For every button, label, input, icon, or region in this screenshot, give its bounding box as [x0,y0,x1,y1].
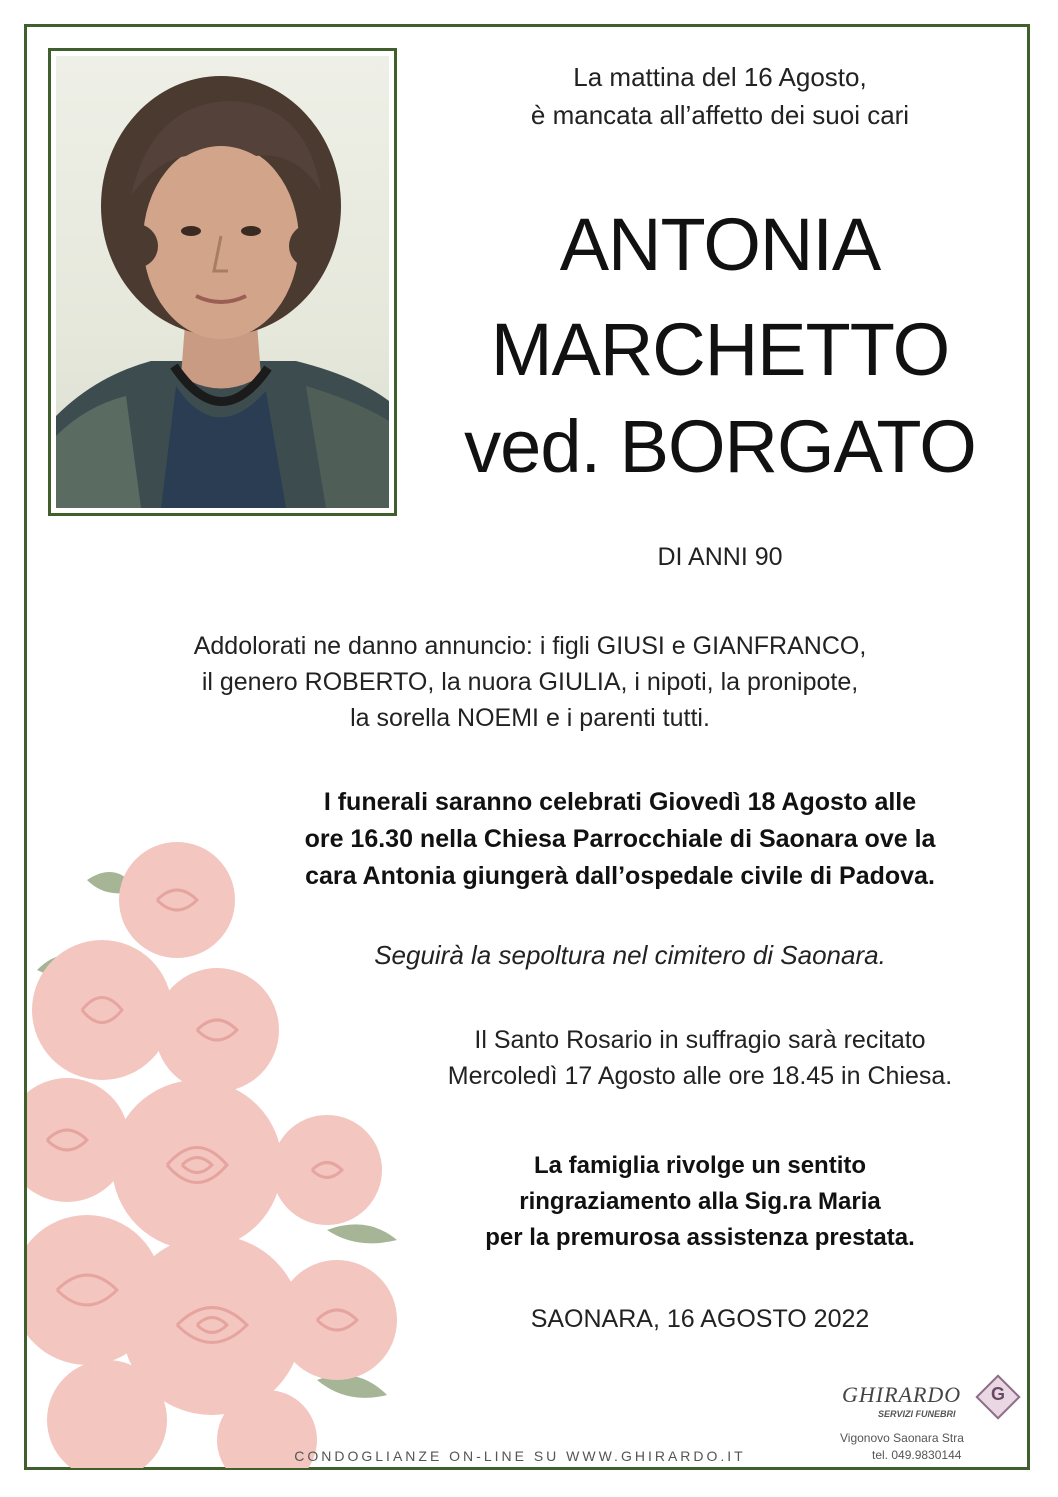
portrait-illustration [56,56,389,508]
intro-line-1: La mattina del 16 Agosto, [573,62,867,92]
funeral-line-1: I funerali saranno celebrati Giovedì 18 Agosto alle [323,788,917,816]
funeral-line-3: cara Antonia giungerà dall’ospedale civile di Padova. [305,862,935,890]
place-date: SAONARA, 16 AGOSTO 2022 [530,1305,870,1333]
logo-towns: Vigonovo Saonara Stra [840,1431,964,1445]
announcement-line-2: il genero ROBERTO, la nuora GIULIA, i nipoti, la pronipote, [201,668,859,696]
funeral-details [200,784,1040,895]
portrait-frame [48,48,397,516]
funeral-line-2: ore 16.30 nella Chiesa Parrocchiale di Saonara ove la [304,825,936,853]
pink-roses-decoration [27,820,417,1468]
deceased-last-name: MARCHETTO [490,308,950,391]
portrait-photo [56,56,389,508]
thanks-line-2: ringraziamento alla Sig.ra Maria [519,1188,881,1215]
intro-line-2: è mancata all’affetto dei suoi cari [530,100,910,130]
deceased-first-name: ANTONIA [559,203,881,286]
announcement-text [90,628,970,736]
condolences-link[interactable]: CONDOGLIANZE ON-LINE SU WWW.GHIRARDO.IT [294,1448,746,1464]
rosary-text [370,1022,1030,1094]
age-text: DI ANNI 90 [657,543,783,571]
logo-phone: tel. 049.9830144 [872,1448,962,1462]
rosary-line-1: Il Santo Rosario in suffragio sarà recitato [474,1026,926,1054]
thanks-text [380,1148,1020,1256]
logo-name: GHIRARDO [842,1382,962,1407]
burial-text: Seguirà la sepoltura nel cimitero di Saonara. [374,940,886,970]
announcement-line-3: la sorella NOEMI e i parenti tutti. [350,704,710,732]
rosary-line-2: Mercoledì 17 Agosto alle ore 18.45 in Chiesa. [447,1062,953,1090]
widow-of-name: ved. BORGATO [464,405,976,488]
logo-subtitle: SERVIZI FUNEBRI [878,1409,956,1419]
announcement-line-1: Addolorati ne danno annuncio: i figli GIUSI e GIANFRANCO, [193,632,867,660]
intro-text [430,58,1010,134]
thanks-line-1: La famiglia rivolge un sentito [533,1152,867,1179]
ghirardo-logo [832,1376,1032,1466]
thanks-line-3: per la premurosa assistenza prestata. [485,1224,915,1251]
logo-badge-letter: G [990,1384,1005,1404]
